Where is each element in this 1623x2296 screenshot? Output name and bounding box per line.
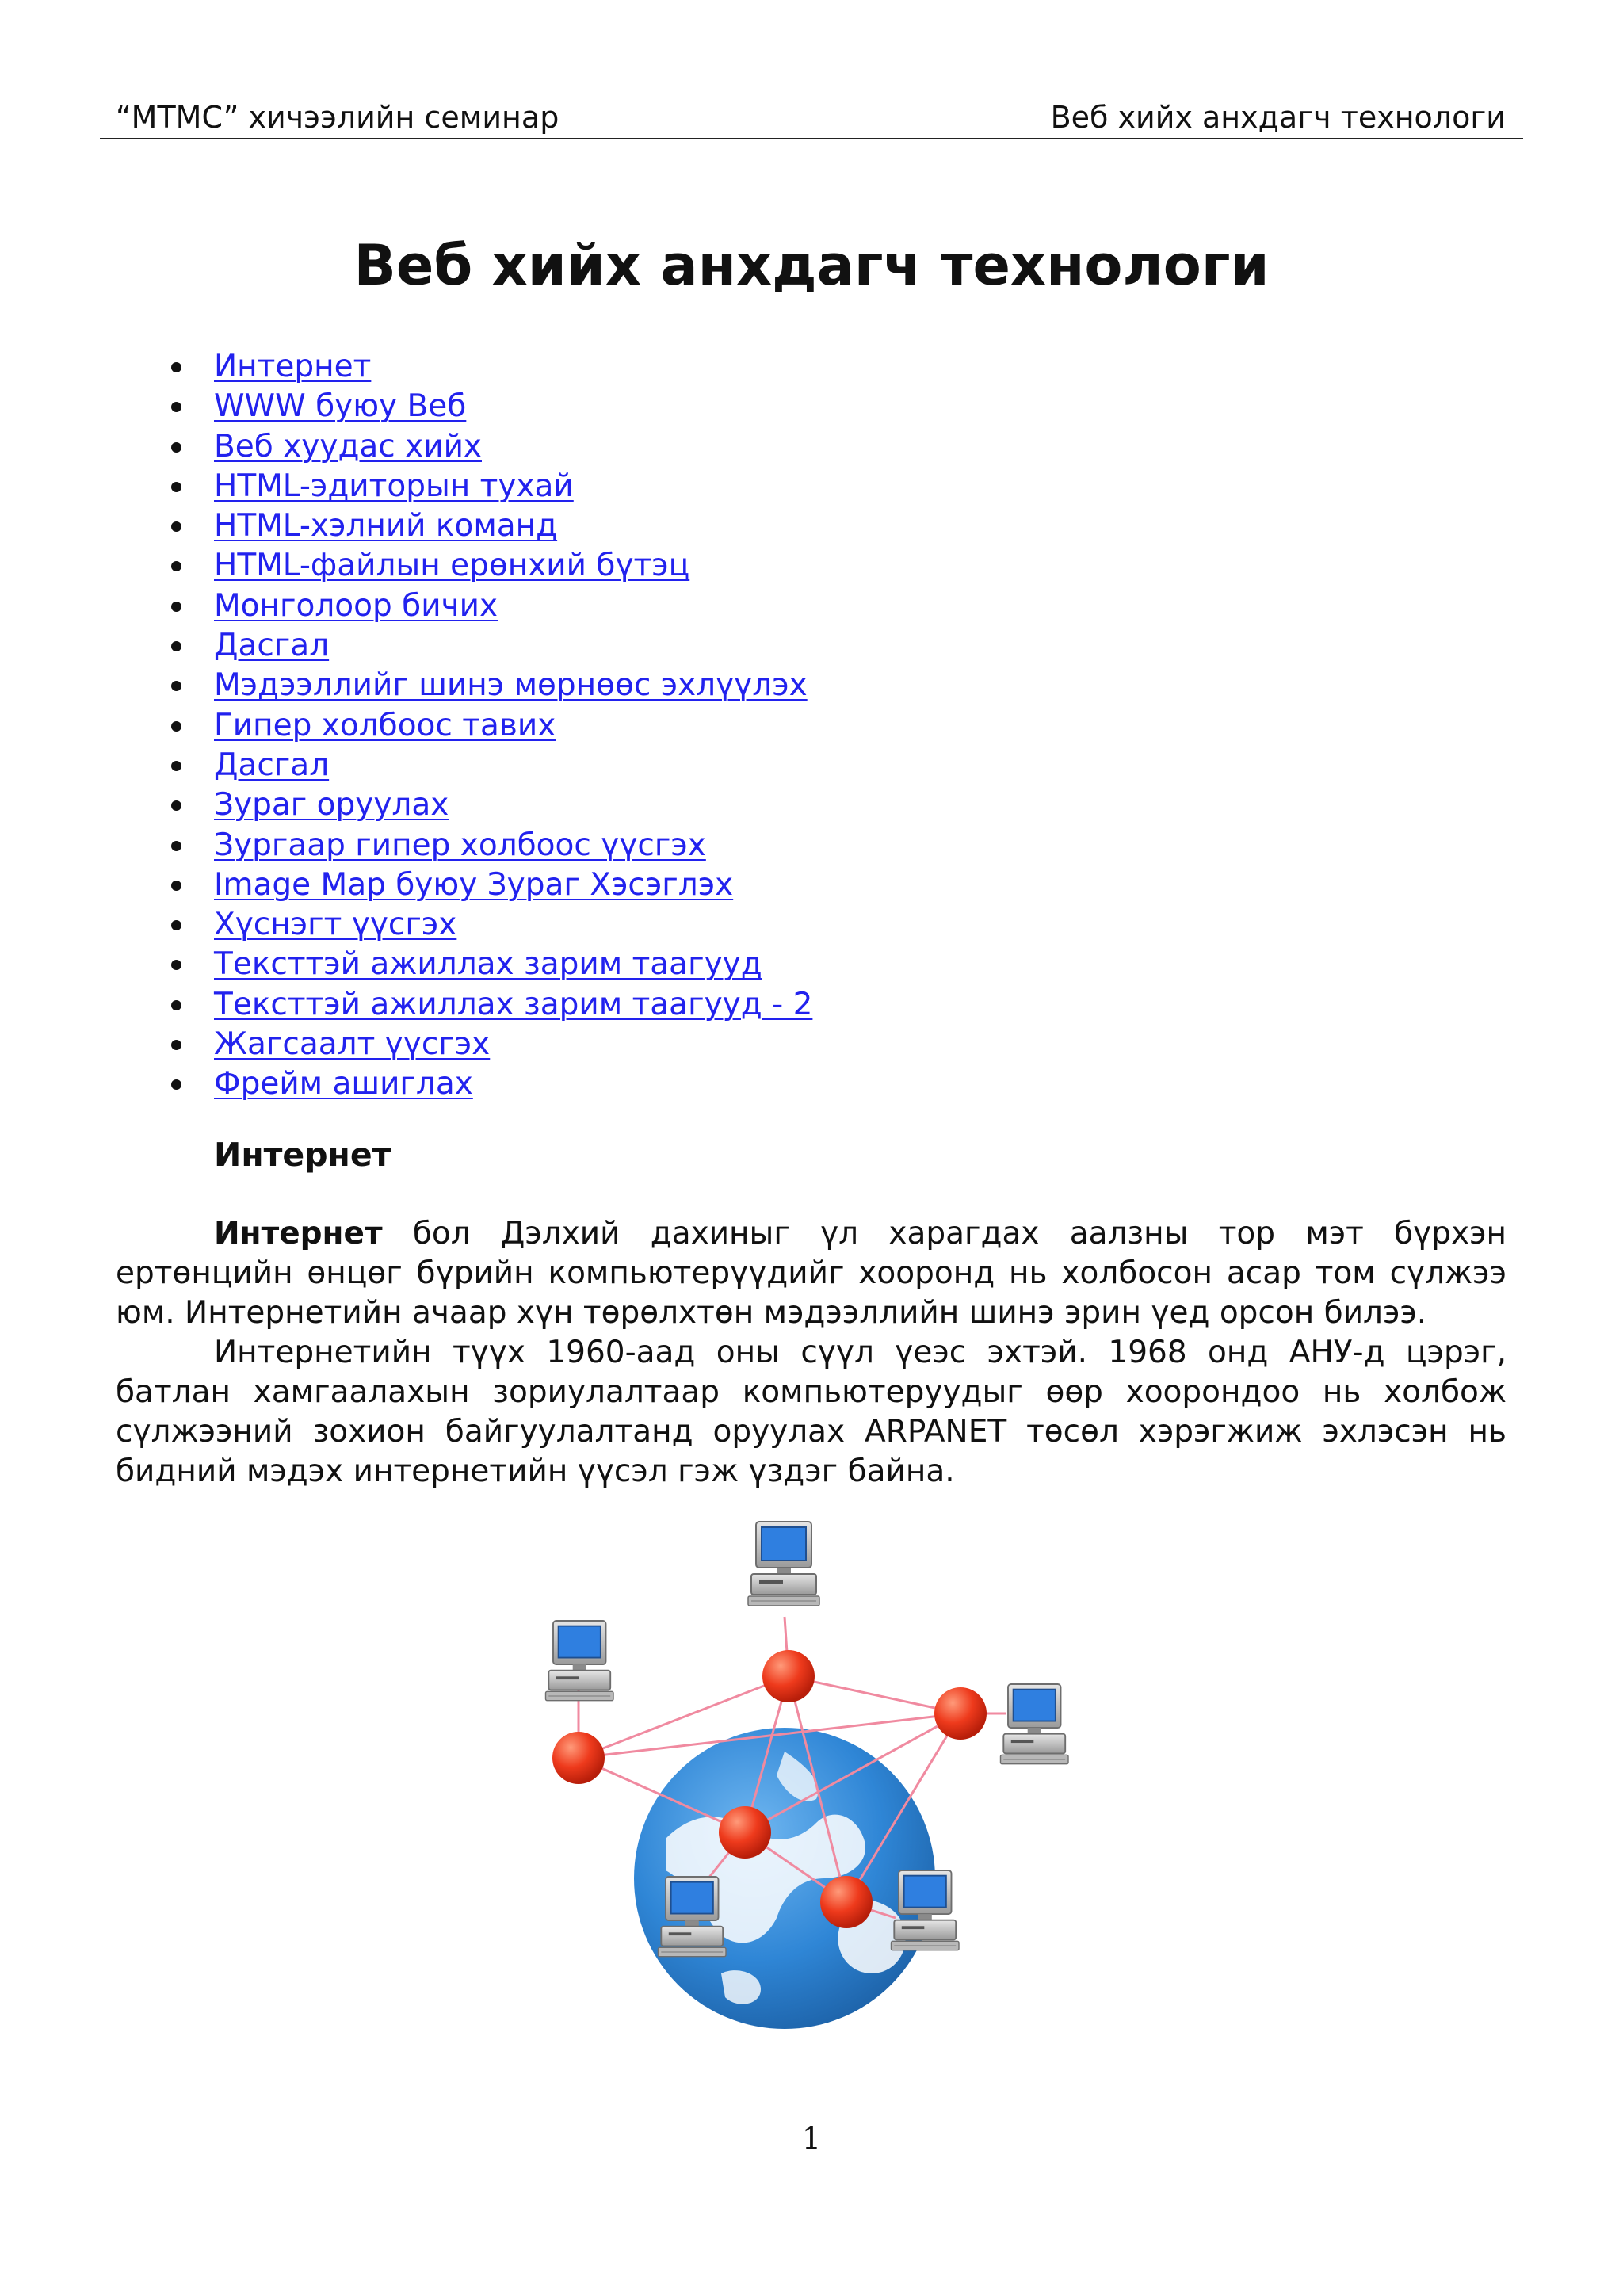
bullet-icon [171,362,181,372]
toc-item [166,626,812,666]
toc-item [166,347,812,387]
toc-item [166,387,812,426]
computer-icon [546,1621,614,1701]
toc-link[interactable]: HTML-эдиторын тухай [214,468,574,504]
toc-item [166,467,812,506]
toc-item [166,826,812,865]
bullet-icon [171,1079,181,1090]
toc-item [166,586,812,626]
bullet-icon [171,960,181,970]
section-heading: Интернет [214,1136,391,1174]
toc-link[interactable]: Тексттэй ажиллах зарим таагууд [214,946,762,983]
toc-item [166,1025,812,1064]
bullet-icon [171,561,181,571]
toc-link[interactable]: Мэдээллийг шинэ мөрнөөс эхлүүлэх [214,667,808,704]
toc-link[interactable]: Дасгал [214,747,330,783]
table-of-contents [166,347,812,1105]
toc-item [166,985,812,1025]
page-header [100,94,1523,139]
bullet-icon [171,641,181,651]
network-node [820,1876,873,1928]
toc-item [166,1064,812,1104]
toc-item [166,785,812,825]
toc-item [166,427,812,467]
toc-item [166,506,812,546]
toc-item [166,666,812,705]
toc-link[interactable]: Тексттэй ажиллах зарим таагууд - 2 [214,986,813,1022]
toc-link[interactable]: Монголоор бичих [214,587,498,624]
bullet-icon [171,442,181,453]
network-node [934,1687,987,1740]
bullet-icon [171,1040,181,1050]
computer-icon [748,1522,819,1606]
computer-icon [659,1877,727,1957]
toc-link[interactable]: Веб хуудас хийх [214,428,482,464]
header-seminar-title: “MTMC” хичээлийн семинар [116,100,559,135]
toc-link[interactable]: Фрейм ашиглах [214,1066,473,1102]
toc-link[interactable]: Хүснэгт үүсгэх [214,907,457,943]
paragraph-2: Интернетийн түүх 1960-аад оны сүүл үеэс эхтэй. 1968 онд АНУ-д цэрэг, батлан хамгаалахын зориулалтаар компьютеруудыг өөр хоорондоо нь холбож сүлжээний зохион байгуулалтанд оруулах ARPANET төсөл хэрэгжиж эхлэсэн нь бидний мэдэх интернетийн үүсэл гэж үздэг байна. [116,1335,1507,1489]
toc-item [166,905,812,945]
bullet-icon [171,681,181,691]
internet-network-illustration [523,1506,1094,2045]
toc-link[interactable]: WWW буюу Веб [214,388,467,425]
bullet-icon [171,761,181,771]
toc-link[interactable]: Гипер холбоос тавих [214,707,556,743]
bullet-icon [171,1000,181,1010]
bullet-icon [171,841,181,851]
toc-link[interactable]: HTML-файлын ерөнхий бүтэц [214,548,690,584]
bullet-icon [171,402,181,412]
page-title: Веб хийх анхдагч технологи [353,233,1270,298]
computer-icon [1001,1684,1069,1764]
paragraph-1-bold-term: Интернет [214,1216,383,1251]
toc-item [166,945,812,984]
bullet-icon [171,482,181,492]
bullet-icon [171,721,181,732]
computer-icon [892,1870,960,1950]
paragraph-1 [116,1214,1507,1333]
toc-link[interactable]: Дасгал [214,628,330,664]
header-doc-title: Веб хийх анхдагч технологи [1050,100,1506,135]
bullet-icon [171,920,181,930]
bullet-icon [171,881,181,891]
toc-item [166,746,812,785]
toc-item [166,706,812,746]
network-node [552,1732,605,1784]
toc-link[interactable]: Интернет [214,349,372,384]
toc-link[interactable]: Image Map буюу Зураг Хэсэглэх [214,866,734,903]
toc-link[interactable]: Зураг оруулах [214,787,449,823]
toc-link[interactable]: HTML-хэлний команд [214,508,558,544]
network-node [719,1806,771,1859]
paragraph-1-text: бол Дэлхий дахиныг үл харагдах аалзны тор мэт бүрхэн ертөнцийн өнцөг бүрийн компьютерүүдийг хооронд нь холбосон асар том сүлжээ юм. Интернетийн ачаар хүн төрөлхтөн мэдээллийн шинэ эрин үед орсон билээ. [116,1216,1507,1331]
toc-item [166,546,812,586]
bullet-icon [171,602,181,612]
bullet-icon [171,800,181,811]
toc-link[interactable]: Жагсаалт үүсгэх [214,1026,491,1063]
toc-item [166,865,812,905]
page-number: 1 [801,2121,822,2156]
bullet-icon [171,521,181,532]
toc-link[interactable]: Зургаар гипер холбоос үүсгэх [214,827,706,863]
section-body [116,1214,1507,1492]
network-node [762,1650,815,1702]
